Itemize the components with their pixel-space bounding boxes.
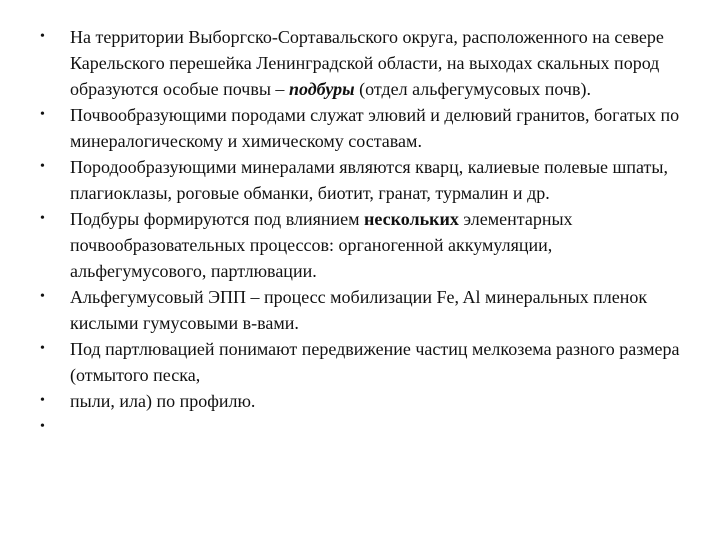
bullet-text: Почвообразующими породами служат элювий и делювий гранитов, богатых по минералогическому и химическому составам. — [70, 105, 680, 151]
bullet-text: пыли, ила) по профилю. — [70, 391, 256, 411]
bullet-item — [40, 336, 690, 388]
bullet-emphasis: нескольких — [364, 209, 459, 229]
bullet-text: На территории Выборгско-Сортавальского округа, расположенного на севере Карельского перешейка Ленинградской области, на выходах скальных пород образуются особые почвы – — [70, 27, 664, 99]
bullet-text: Подбуры формируются под влиянием — [70, 209, 365, 229]
bullet-item — [40, 206, 690, 284]
bullet-text: элементарных почвообразовательных процессов: органогенной аккумуляции, альфегумусового, партлювации. — [70, 209, 573, 281]
bullet-item — [40, 24, 690, 102]
bullet-item — [40, 154, 690, 206]
bullet-list — [40, 24, 690, 414]
bullet-emphasis: подбуры — [288, 79, 355, 99]
bullet-item — [40, 102, 690, 154]
bullet-text: Альфегумусовый ЭПП – процесс мобилизации Fe, Al минеральных пленок кислыми гумусовыми в-вами. — [70, 287, 648, 333]
bullet-item — [40, 284, 690, 336]
bullet-item — [40, 388, 690, 414]
bullet-text: Под партлювацией понимают передвижение частиц мелкозема разного размера (отмытого песка, — [70, 339, 680, 385]
bullet-text: Породообразующими минералами являются кварц, калиевые полевые шпаты, плагиоклазы, роговые обманки, биотит, гранат, турмалин и др. — [70, 157, 668, 203]
bullet-text: (отдел альфегумусовых почв). — [354, 79, 591, 99]
